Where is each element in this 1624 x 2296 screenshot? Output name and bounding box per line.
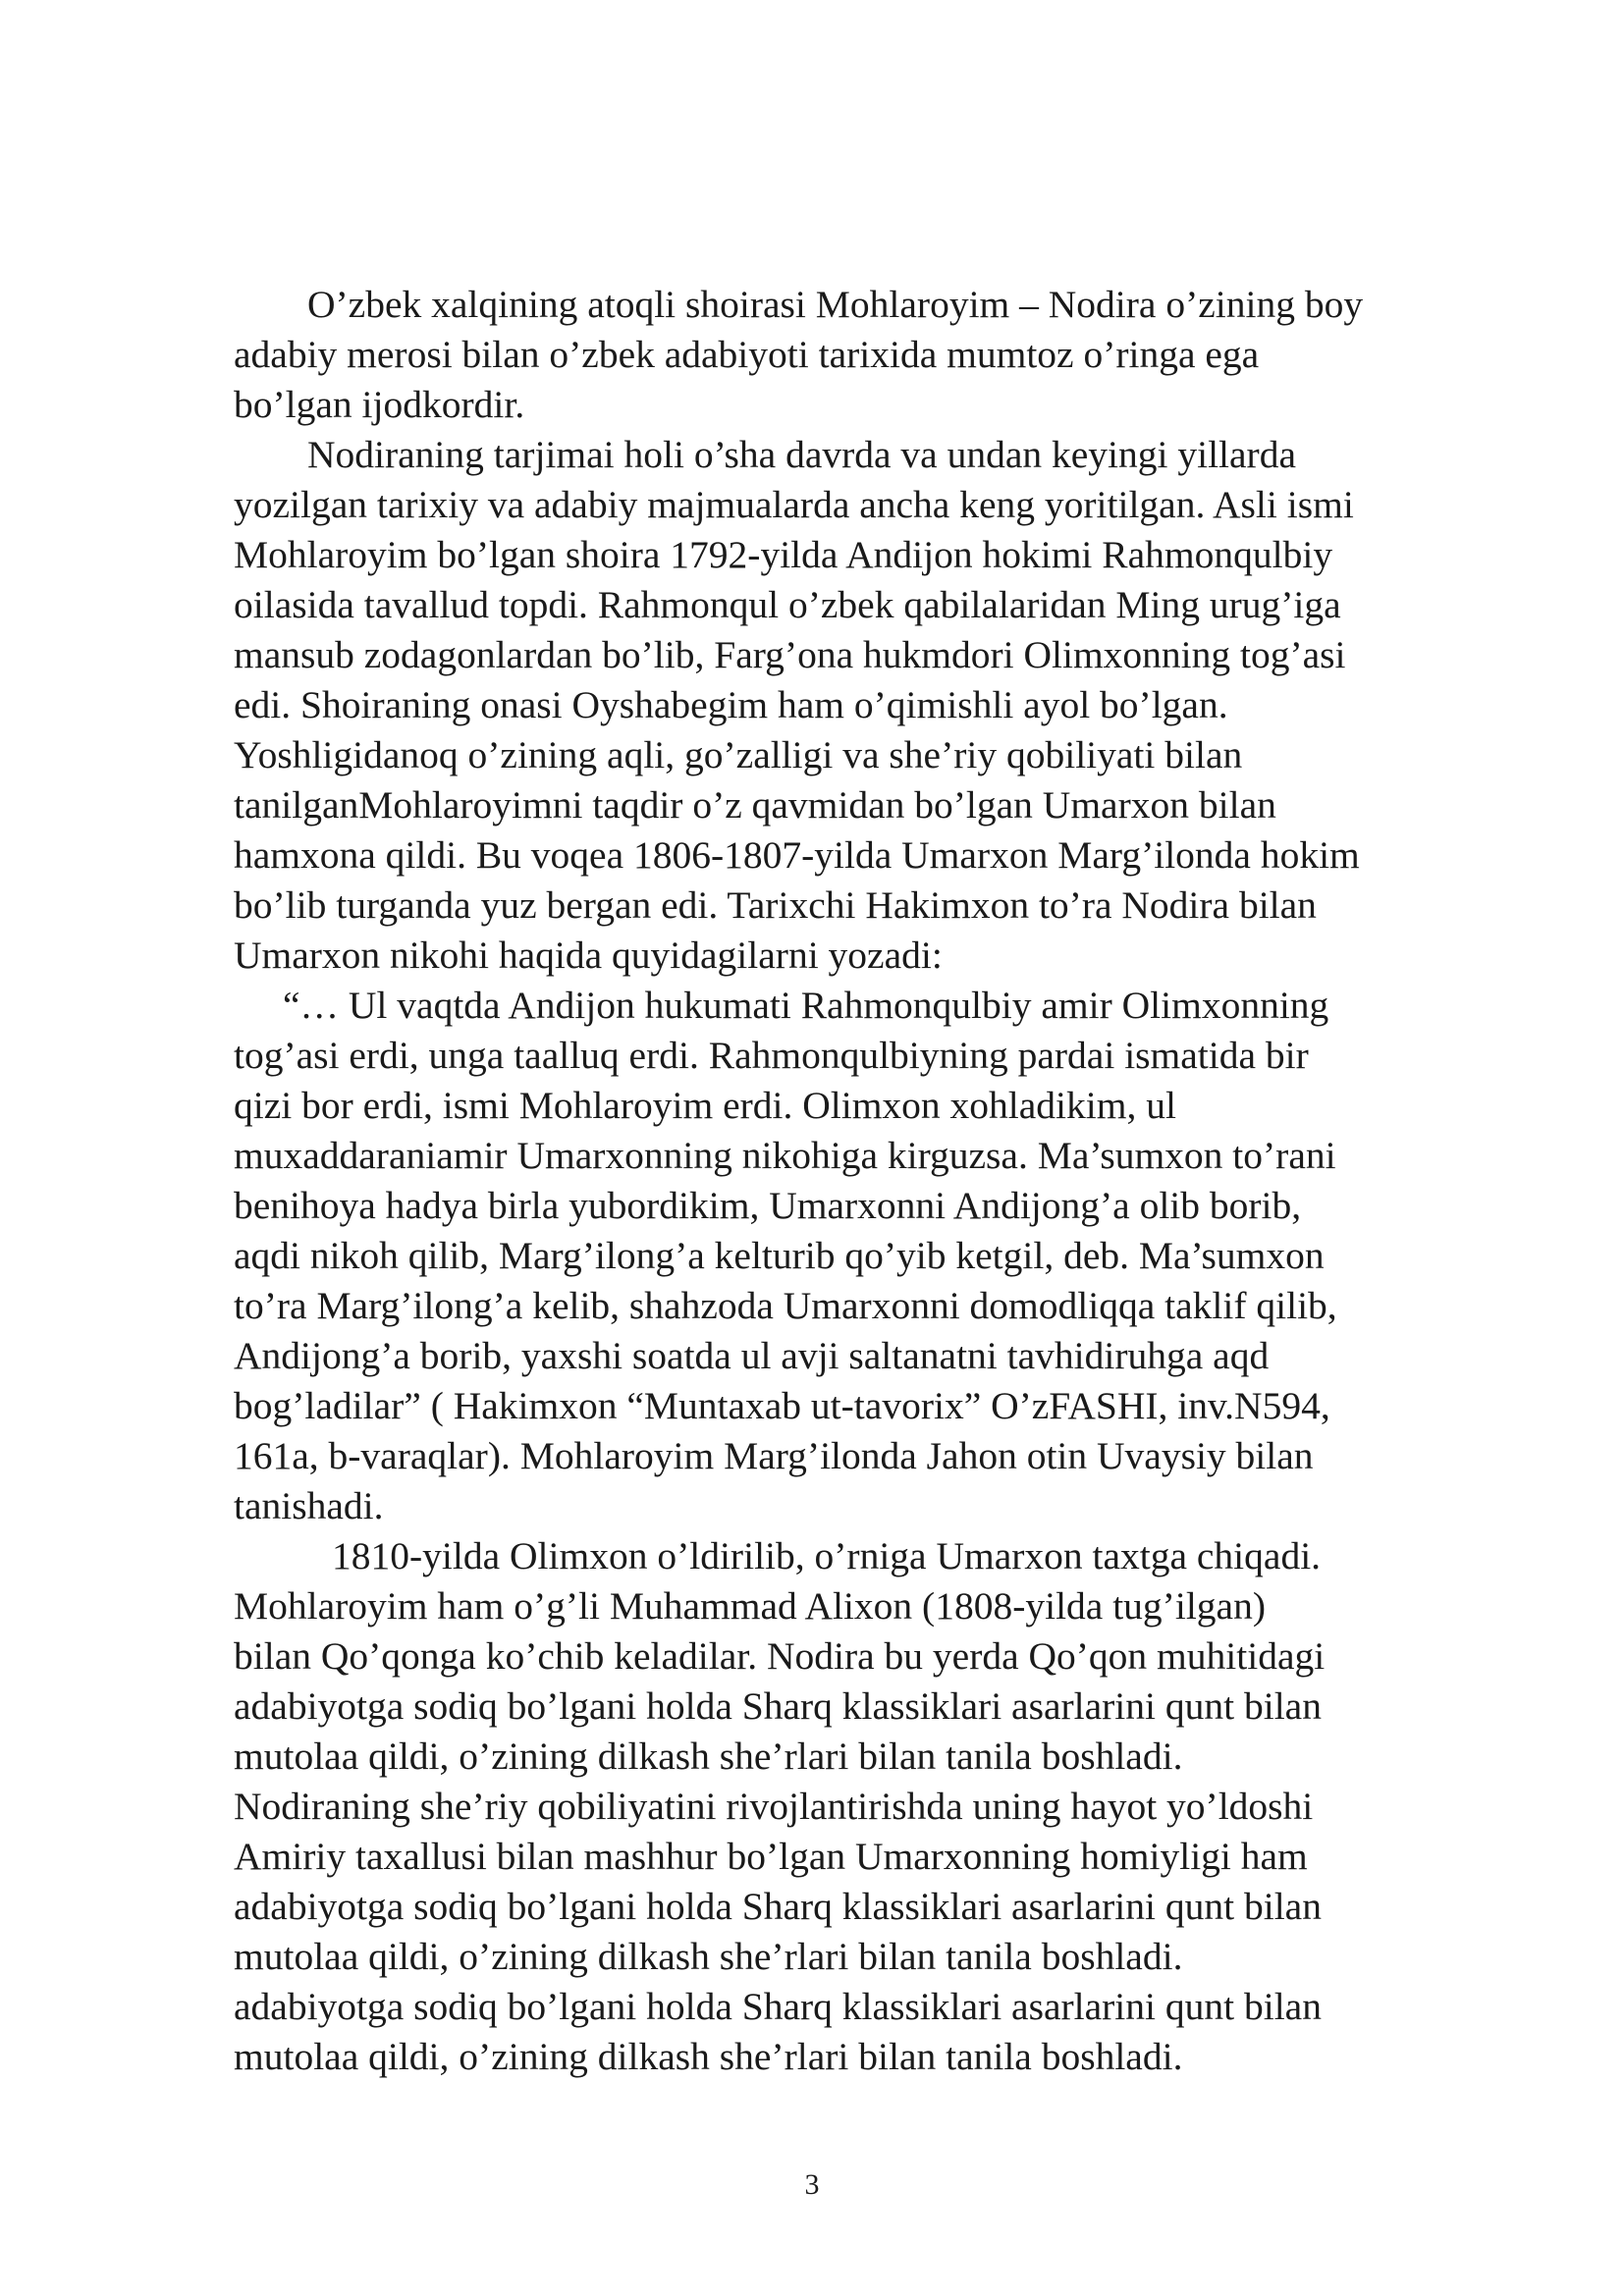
paragraph-2-line-2: yozilgan tarixiy va adabiy majmualarda ancha keng yoritilgan. Asli ismi xyxy=(234,483,1354,526)
paragraph-4-line-9: mutolaa qildi, o’zining dilkash she’rlari bilan tanila boshladi. xyxy=(234,1935,1183,1978)
page-number: 3 xyxy=(804,2168,820,2201)
paragraph-3-line-3: qizi bor erdi, ismi Mohlaroyim erdi. Olimxon xohladikim, ul xyxy=(234,1084,1176,1127)
paragraph-3-line-8: Andijong’a borib, yaxshi soatda ul avji saltanatni tavhidiruhga aqd xyxy=(234,1334,1270,1377)
paragraph-3-line-2: tog’asi erdi, unga taalluq erdi. Rahmonqulbiyning pardai ismatida bir xyxy=(234,1034,1309,1077)
paragraph-2-line-9: hamxona qildi. Bu voqea 1806-1807-yilda Umarxon Marg’ilonda hokim xyxy=(234,833,1360,877)
paragraph-4-line-3: bilan Qo’qonga ko’chib keladilar. Nodira bu yerda Qo’qon muhitidagi xyxy=(234,1634,1326,1678)
paragraph-2-line-8: tanilganMohlaroyimni taqdir o’z qavmidan bo’lgan Umarxon bilan xyxy=(234,783,1276,827)
paragraph-3-line-1: “… Ul vaqtda Andijon hukumati Rahmonqulbiy amir Olimxonning xyxy=(283,984,1329,1027)
paragraph-2-line-10: bo’lib turganda yuz bergan edi. Tarixchi Hakimxon to’ra Nodira bilan xyxy=(234,883,1317,927)
paragraph-2-line-11: Umarxon nikohi haqida quyidagilarni yozadi: xyxy=(234,934,943,977)
paragraph-1-line-1: O’zbek xalqining atoqli shoirasi Mohlaroyim – Nodira o’zining boy xyxy=(307,283,1364,326)
paragraph-4-line-11: mutolaa qildi, o’zining dilkash she’rlari bilan tanila boshladi. xyxy=(234,2035,1183,2078)
paragraph-3-line-5: benihoya hadya birla yubordikim, Umarxonni Andijong’a olib borib, xyxy=(234,1184,1302,1227)
paragraph-3-line-9: bog’ladilar” ( Hakimxon “Muntaxab ut-tavorix” O’zFASHI, inv.N594, xyxy=(234,1384,1330,1427)
paragraph-3-line-10: 161a, b-varaqlar). Mohlaroyim Marg’ilonda Jahon otin Uvaysiy bilan xyxy=(234,1434,1314,1477)
paragraph-4-line-6: Nodiraning she’riy qobiliyatini rivojlantirishda uning hayot yo’ldoshi xyxy=(234,1785,1314,1828)
paragraph-4-line-7: Amiriy taxallusi bilan mashhur bo’lgan Umarxonning homiyligi ham xyxy=(234,1835,1308,1878)
paragraph-2-line-5: mansub zodagonlardan bo’lib, Farg’ona hukmdori Olimxonning tog’asi xyxy=(234,633,1346,676)
paragraph-3-line-6: aqdi nikoh qilib, Marg’ilong’a kelturib qo’yib ketgil, deb. Ma’sumxon xyxy=(234,1234,1325,1277)
paragraph-4-line-8: adabiyotga sodiq bo’lgani holda Sharq klassiklari asarlarini qunt bilan xyxy=(234,1885,1322,1928)
body-text xyxy=(234,280,1530,2082)
paragraph-4-line-2: Mohlaroyim ham o’g’li Muhammad Alixon (1808-yilda tug’ilgan) xyxy=(234,1584,1266,1628)
paragraph-1-line-2: adabiy merosi bilan o’zbek adabiyoti tarixida mumtoz o’ringa ega xyxy=(234,333,1260,376)
paragraph-3-line-11: tanishadi. xyxy=(234,1484,384,1527)
paragraph-4-line-5: mutolaa qildi, o’zining dilkash she’rlari bilan tanila boshladi. xyxy=(234,1735,1183,1778)
paragraph-4-line-10: adabiyotga sodiq bo’lgani holda Sharq klassiklari asarlarini qunt bilan xyxy=(234,1985,1322,2028)
paragraph-4-line-1: 1810-yilda Olimxon o’ldirilib, o’rniga Umarxon taxtga chiqadi. xyxy=(332,1534,1322,1577)
paragraph-1-line-3: bo’lgan ijodkordir. xyxy=(234,383,525,426)
paragraph-2-line-3: Mohlaroyim bo’lgan shoira 1792-yilda Andijon hokimi Rahmonqulbiy xyxy=(234,533,1333,576)
paragraph-2-line-4: oilasida tavallud topdi. Rahmonqul o’zbek qabilalaridan Ming urug’iga xyxy=(234,583,1341,626)
paragraph-2-line-7: Yoshligidanoq o’zining aqli, go’zalligi va she’riy qobiliyati bilan xyxy=(234,733,1243,776)
paragraph-3-line-4: muxaddaraniamir Umarxonning nikohiga kirguzsa. Ma’sumxon to’rani xyxy=(234,1134,1336,1177)
paragraph-3-line-7: to’ra Marg’ilong’a kelib, shahzoda Umarxonni domodliqqa taklif qilib, xyxy=(234,1284,1337,1327)
paragraph-2-line-6: edi. Shoiraning onasi Oyshabegim ham o’qimishli ayol bo’lgan. xyxy=(234,683,1228,726)
paragraph-2-line-1: Nodiraning tarjimai holi o’sha davrda va undan keyingi yillarda xyxy=(307,433,1296,476)
paragraph-4-line-4: adabiyotga sodiq bo’lgani holda Sharq klassiklari asarlarini qunt bilan xyxy=(234,1684,1322,1728)
